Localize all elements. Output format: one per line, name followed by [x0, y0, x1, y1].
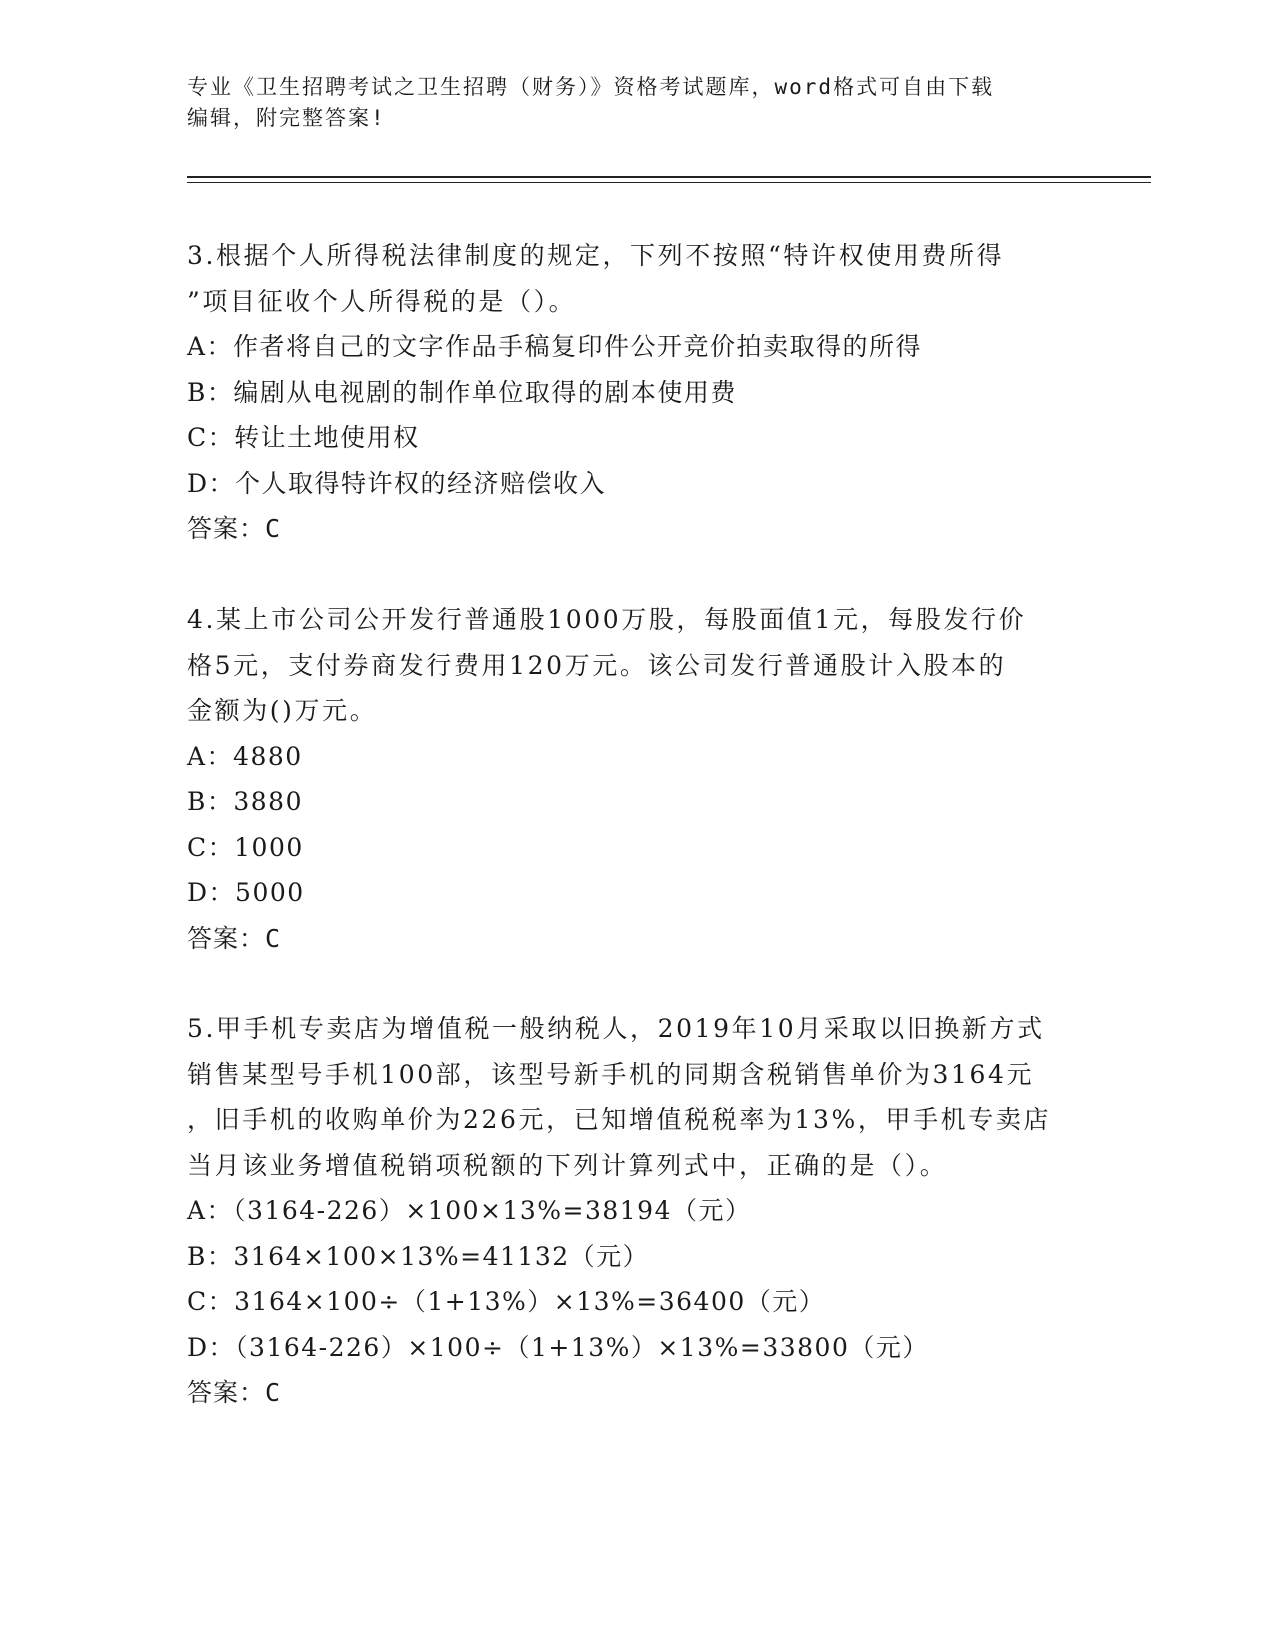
question-3 — [187, 233, 1087, 552]
question-text: 5.甲手机专卖店为增值税一般纳税人，2019年10月采取以旧换新方式 销售某型号手机100部，该型号新手机的同期含税销售单价为3164元 ，旧手机的收购单价为226元，已知增值税税率为13%，甲手机专卖店 当月该业务增值税销项税额的下列计算列式中，正确的是（）。 — [187, 1014, 1052, 1180]
option-a: A：4880 — [187, 741, 303, 771]
header-divider-thin — [187, 182, 1151, 183]
option-b: B：3880 — [187, 787, 303, 816]
option-d: D：个人取得特许权的经济赔偿收入 — [187, 468, 607, 498]
answer: 答案：C — [187, 1378, 282, 1407]
document-header: 专业《卫生招聘考试之卫生招聘（财务）》资格考试题库，word格式可自由下载 编辑，附完整答案! — [187, 75, 995, 130]
option-c: C：转让土地使用权 — [187, 423, 420, 452]
question-5 — [187, 1006, 1087, 1416]
option-d: D：5000 — [187, 878, 305, 907]
option-c: C：1000 — [187, 832, 304, 862]
option-b: B：编剧从电视剧的制作单位取得的剧本使用费 — [187, 377, 737, 407]
header-divider-thick — [187, 176, 1151, 178]
option-a: A：作者将自己的文字作品手稿复印件公开竞价拍卖取得的所得 — [187, 332, 923, 361]
answer: 答案：C — [187, 923, 282, 953]
option-a: A：（3164-226）×100×13%=38194（元） — [187, 1196, 752, 1225]
option-d: D：（3164-226）×100÷（1+13%）×13%=33800（元） — [187, 1332, 929, 1362]
question-4 — [187, 597, 1087, 961]
question-text: 3.根据个人所得税法律制度的规定，下列不按照“特许权使用费所得 ”项目征收个人所得税的是（）。 — [187, 241, 1005, 316]
question-text: 4.某上市公司公开发行普通股1000万股，每股面值1元，每股发行价 格5元，支付券商发行费用120万元。该公司发行普通股计入股本的 金额为()万元。 — [187, 605, 1027, 725]
option-b: B：3164×100×13%=41132（元） — [187, 1241, 650, 1271]
answer: 答案：C — [187, 514, 282, 543]
option-c: C：3164×100÷（1+13%）×13%=36400（元） — [187, 1287, 826, 1316]
